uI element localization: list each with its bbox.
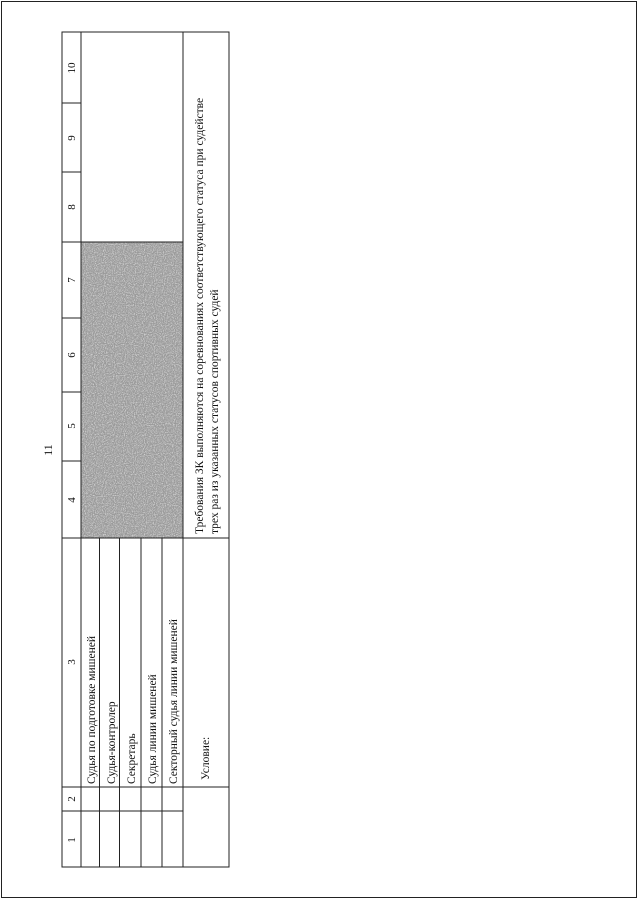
page-number: 11 (41, 444, 55, 456)
column-header-6: 6 (66, 352, 78, 358)
condition-text-line1: Требования ЗК выполняются на соревнованиях соответствующего статуса при судействе (194, 97, 206, 534)
role-item: Судья по подготовке мишеней (86, 635, 98, 784)
column-header-7: 7 (66, 277, 78, 283)
column-header-5: 5 (66, 423, 78, 429)
column-header-2: 2 (66, 796, 78, 802)
condition-label: Условие: (200, 736, 212, 780)
column-header-1: 1 (66, 837, 78, 843)
role-item: Секретарь (126, 733, 138, 784)
shaded-cells (81, 242, 183, 538)
role-item: Судья-контролер (106, 701, 118, 784)
column-header-4: 4 (66, 497, 78, 503)
condition-text-line2: трех раз из указанных статусов спортивных судей (209, 289, 221, 534)
column-header-10: 10 (66, 62, 78, 74)
role-item: Судья линии мишеней (147, 674, 159, 784)
column-header-9: 9 (66, 135, 78, 141)
column-header-8: 8 (66, 204, 78, 210)
column-header-3: 3 (66, 659, 78, 665)
role-item: Секторный судья линии мишеней (168, 619, 180, 784)
